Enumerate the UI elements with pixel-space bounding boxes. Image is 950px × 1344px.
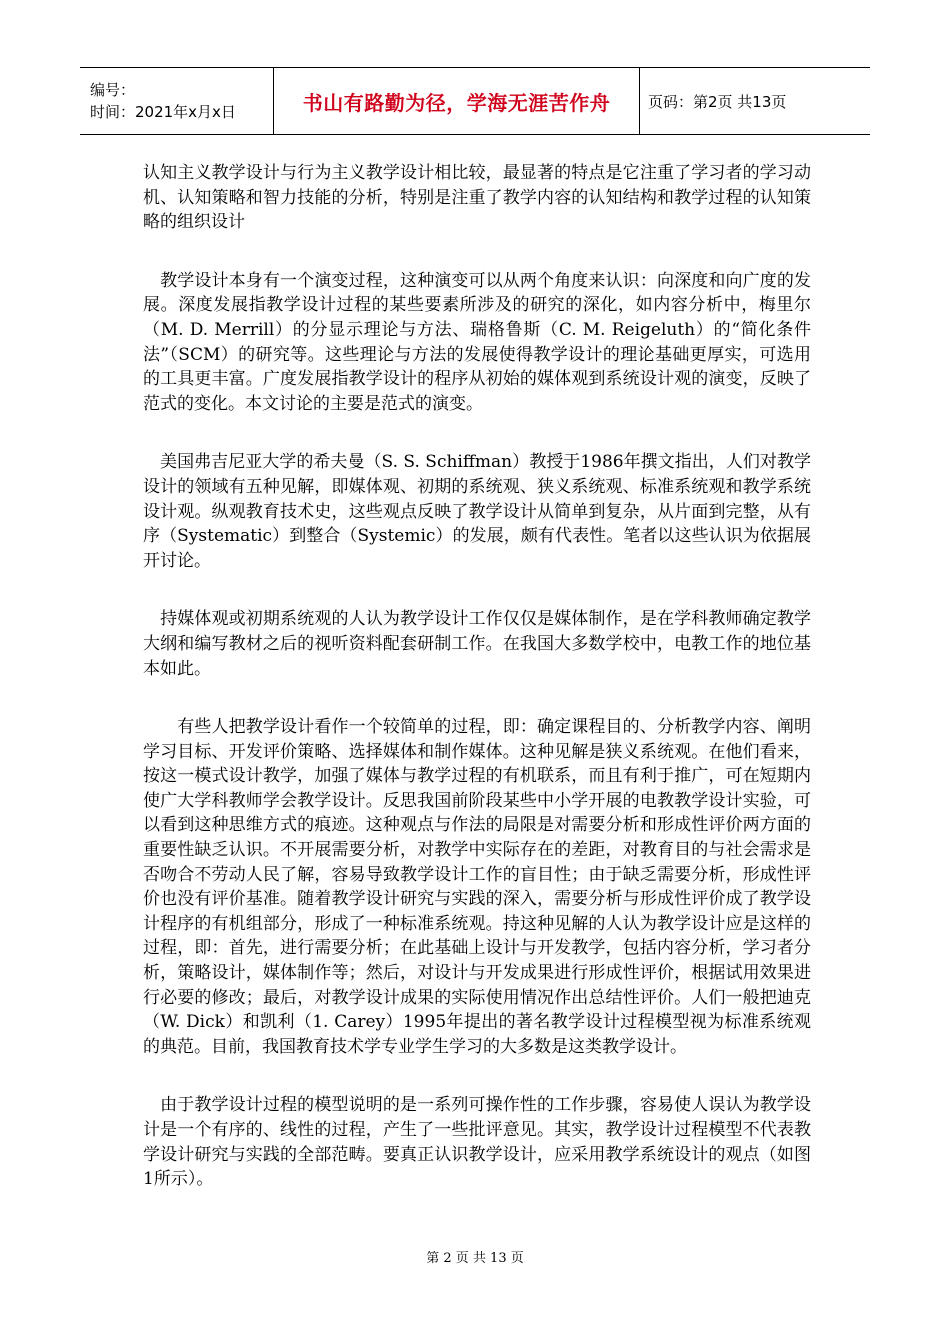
paragraph: 教学设计本身有一个演变过程，这种演变可以从两个角度来认识：向深度和向广度的发展。深度发展指教学设计过程的某些要素所涉及的研究的深化，如内容分析中，梅里尔（M. D. Merrill）的分显示理论与方法、瑞格鲁斯（C. M. Reigeluth）的“简化条件法”（SCM）的研究等。这些理论与方法的发展使得教学设计的理论基础更厚实，可选用的工具更丰富。广度发展指教学设计的程序从初始的媒体观到系统设计观的演变，反映了范式的变化。本文讨论的主要是范式的演变。 — [143, 270, 811, 414]
header-meta — [80, 68, 274, 134]
paragraph: 认知主义教学设计与行为主义教学设计相比较，最显著的特点是它注重了学习者的学习动机、认知策略和智力技能的分析，特别是注重了教学内容的认知结构和教学过程的认知策略的组织设计 — [143, 163, 811, 233]
document-body — [143, 161, 811, 1226]
document-number-label: 编号： — [90, 81, 136, 99]
document-date: 时间：2021年x月x日 — [90, 103, 236, 121]
page-header — [80, 67, 870, 135]
paragraph: 由于教学设计过程的模型说明的是一系列可操作性的工作步骤，容易使人误认为教学设计是一个有序的、线性的过程，产生了一些批评意见。其实，教学设计过程模型不代表教学设计研究与实践的全部范畴。要真正认识教学设计，应采用教学系统设计的观点（如图1所示）。 — [143, 1095, 811, 1190]
paragraph: 美国弗吉尼亚大学的希夫曼（S. S. Schiffman）教授于1986年撰文指出，人们对教学设计的领域有五种见解，即媒体观、初期的系统观、狭义系统观、标准系统观和教学系统设计观。纵观教育技术史，这些观点反映了教学设计从简单到复杂，从片面到完整，从有序（Systematic）到整合（Systemic）的发展，颇有代表性。笔者以这些认识为依据展开讨论。 — [143, 452, 811, 571]
header-motto: 书山有路勤为径，学海无涯苦作舟 — [302, 90, 611, 115]
page-footer: 第 2 页 共 13 页 — [426, 1251, 524, 1266]
header-page-cell — [640, 68, 870, 134]
header-page-info: 页码：第2页 共13页 — [648, 92, 787, 111]
paragraph: 有些人把教学设计看作一个较简单的过程，即：确定课程目的、分析教学内容、阐明学习目标、开发评价策略、选择媒体和制作媒体。这种见解是狭义系统观。在他们看来，按这一模式设计教学，加强了媒体与教学过程的有机联系，而且有利于推广，可在短期内使广大学科教师学会教学设计。反思我国前阶段某些中小学开展的电教教学设计实验，可以看到这种思维方式的痕迹。这种观点与作法的局限是对需要分析和形成性评价两方面的重要性缺乏认识。不开展需要分析，对教学中实际存在的差距，对教育目的与社会需求是否吻合不劳动人民了解，容易导致教学设计工作的盲目性；由于缺乏需要分析，形成性评价也没有评价基准。随着教学设计研究与实践的深入，需要分析与形成性评价成了教学设计程序的有机组部分，形成了一种标准系统观。持这种见解的人认为教学设计应是这样的过程，即：首先，进行需要分析；在此基础上设计与开发教学，包括内容分析，学习者分析，策略设计，媒体制作等；然后，对设计与开发成果进行形成性评价，根据试用效果进行必要的修改；最后，对教学设计成果的实际使用情况作出总结性评价。人们一般把迪克（W. Dick）和凯利（1. Carey）1995年提出的著名教学设计过程模型视为标准系统观的典范。目前，我国教育技术学专业学生学习的大多数是这类教学设计。 — [143, 717, 811, 1057]
header-motto-cell — [274, 68, 640, 134]
paragraph: 持媒体观或初期系统观的人认为教学设计工作仅仅是媒体制作，是在学科教师确定教学大纲和编写教材之后的视听资料配套研制工作。在我国大多数学校中，电教工作的地位基本如此。 — [143, 609, 811, 679]
